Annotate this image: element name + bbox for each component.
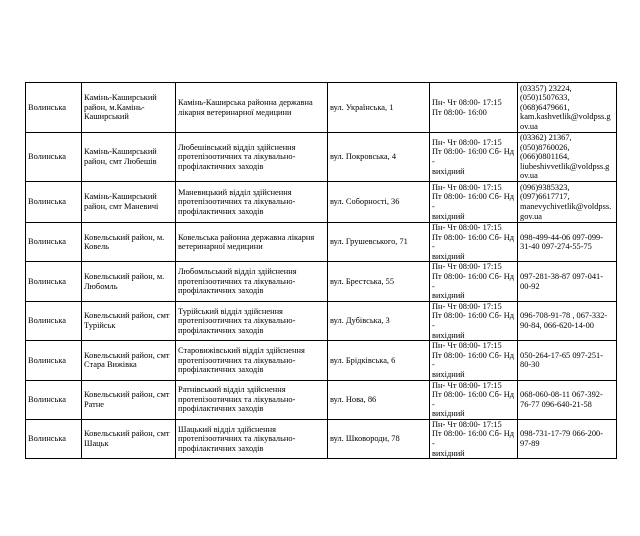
contact-line: (03362) 21367, [520, 133, 572, 143]
address-cell: вул. Нова, 86 [328, 380, 430, 419]
address-cell: вул. Українська, 1 [328, 83, 430, 133]
contact-line: gov.ua [520, 211, 543, 221]
table-row [26, 380, 617, 419]
institution-cell: Ковельська районна державна лікарня ветеринарної медицини [176, 223, 328, 262]
contact-line: 096-708-91-78 , 067-332- [520, 311, 608, 321]
table-row [26, 223, 617, 262]
region-cell: Волинська [26, 83, 82, 133]
contact-line: 76-77 096-640-21-58 [520, 399, 592, 409]
district-cell: Камінь-Каширський район, смт Маневичі [82, 182, 176, 223]
address-cell: вул. Грушевського, 71 [328, 223, 430, 262]
hours-line: Пн- Чт 08:00- 17:15 [432, 380, 502, 390]
hours-line: Пн- Чт 08:00- 17:15 [432, 223, 502, 232]
address-cell: вул. Брестська, 55 [328, 262, 430, 301]
contacts-cell [518, 133, 617, 182]
hours-line: Пн- Чт 08:00- 17:15 [432, 419, 502, 429]
institution-cell: Шацький відділ здійснення протепізоотичних та лікувально-профілактичних заходів [176, 419, 328, 458]
hours-line: Пт 08:00- 16:00 Сб- Нд - [432, 429, 515, 449]
contact-line: manevychivetlik@voldpss. [520, 202, 612, 211]
hours-line: Пт 08:00- 16:00 Сб- Нд - [432, 192, 515, 211]
hours-line: вихідний [432, 166, 465, 176]
hours-line: вихідний [432, 330, 465, 340]
hours-cell [430, 262, 518, 301]
hours-cell [430, 341, 518, 380]
hours-line: Пт 08:00- 16:00 Сб- Нд - [432, 232, 515, 252]
contact-line: liubeshivvetlik@voldpss.g [520, 161, 610, 171]
contacts-cell [518, 301, 617, 340]
contacts-cell [518, 341, 617, 380]
hours-line: Пн- Чт 08:00- 17:15 [432, 341, 502, 351]
contact-line: 80-30 [520, 360, 540, 370]
table-row [26, 301, 617, 340]
address-cell: вул. Соборності, 36 [328, 182, 430, 223]
hours-line: вихідний [432, 211, 465, 221]
district-cell: Ковельський район, смт Стара Вижівка [82, 341, 176, 380]
hours-line: Пн- Чт 08:00- 17:15 [432, 182, 502, 192]
region-cell: Волинська [26, 301, 82, 340]
address-cell: вул. Дубівська, 3 [328, 301, 430, 340]
contact-line: 90-84, 066-620-14-00 [520, 320, 594, 330]
hours-cell [430, 419, 518, 458]
hours-line: вихідний [432, 251, 465, 261]
hours-line: Пт 08:00- 16:00 Сб- Нд - [432, 390, 515, 409]
hours-cell [430, 223, 518, 262]
address-cell: вул. Шковороди, 78 [328, 419, 430, 458]
contact-line: 068-060-08-11 067-392- [520, 390, 603, 400]
contact-line: (050)1507633, [520, 93, 570, 103]
district-cell: Ковельський район, м. Ковель [82, 223, 176, 262]
contact-line: (068)6479661, [520, 102, 570, 112]
contact-line: 00-92 [520, 281, 540, 291]
institution-cell: Ратнівський відділ здійснення протепізоотичних та лікувально-профілактичних заходів [176, 380, 328, 419]
table-row [26, 262, 617, 301]
hours-line: Пн- Чт 08:00- 17:15 [432, 97, 502, 107]
institution-cell: Камінь-Каширська районна державна лікарня ветеринарної медицини [176, 83, 328, 133]
region-cell: Волинська [26, 223, 82, 262]
table-row [26, 341, 617, 380]
contact-line: (050)8760026, [520, 142, 570, 152]
district-cell: Камінь-Каширський район, м.Камінь-Каширський [82, 83, 176, 133]
region-cell: Волинська [26, 182, 82, 223]
contacts-cell [518, 262, 617, 301]
district-cell: Ковельський район, м. Любомль [82, 262, 176, 301]
hours-line: Пт 08:00- 16:00 Сб- Нд - [432, 311, 515, 330]
district-cell: Ковельський район, смт Турійськ [82, 301, 176, 340]
contact-line: (066)0801164, [520, 152, 570, 162]
hours-cell [430, 182, 518, 223]
contact-line: ov.ua [520, 171, 538, 181]
hours-line: вихідний [432, 369, 465, 379]
hours-line: Пн- Чт 08:00- 17:15 [432, 262, 502, 272]
hours-line: Пт 08:00- 16:00 [432, 107, 487, 117]
contact-line: 97-89 [520, 439, 540, 449]
contact-line: 097-281-38-87 097-041- [520, 271, 604, 281]
institution-cell: Старовижівський відділ здійснення протепізоотичних та лікувально-профілактичних заходів [176, 341, 328, 380]
region-cell: Волинська [26, 380, 82, 419]
contacts-cell [518, 380, 617, 419]
contacts-cell [518, 223, 617, 262]
table-row [26, 182, 617, 223]
table-body [26, 83, 617, 459]
district-cell: Камінь-Каширський район, смт Любешів [82, 133, 176, 182]
institution-cell: Маневицький відділ здійснення протепізоотичних та лікувально-профілактичних заходів [176, 182, 328, 223]
contact-line: (03357) 23224, [520, 83, 572, 93]
hours-line: Пн- Чт 08:00- 17:15 [432, 301, 502, 311]
region-cell: Волинська [26, 341, 82, 380]
hours-line: вихідний [432, 291, 465, 301]
table-row [26, 133, 617, 182]
contact-line: (096)9385323, [520, 182, 570, 192]
contact-line: 050-264-17-65 097-251- [520, 350, 604, 360]
institution-cell: Любешівський відділ здійснення протепізоотичних та лікувально-профілактичних заходів [176, 133, 328, 182]
region-cell: Волинська [26, 133, 82, 182]
veterinary-institutions-table [25, 82, 617, 459]
contacts-cell [518, 83, 617, 133]
hours-cell [430, 380, 518, 419]
contact-line: ov.ua [520, 121, 538, 131]
address-cell: вул. Брідківська, 6 [328, 341, 430, 380]
contacts-cell [518, 419, 617, 458]
contact-line: kam.kashvetlik@voldpss.g [520, 112, 611, 122]
table-row [26, 83, 617, 133]
district-cell: Ковельський район, смт Ратне [82, 380, 176, 419]
institution-cell: Любомльський відділ здійснення протепізоотичних та лікувально-профілактичних заходів [176, 262, 328, 301]
hours-line: Пт 08:00- 16:00 Сб- Нд - [432, 271, 515, 291]
contacts-cell [518, 182, 617, 223]
region-cell: Волинська [26, 419, 82, 458]
table-row [26, 419, 617, 458]
hours-line: вихідний [432, 448, 465, 458]
hours-cell [430, 301, 518, 340]
contact-line: 098-731-17-79 066-200- [520, 429, 604, 439]
contact-line: 31-40 097-274-55-75 [520, 242, 592, 252]
hours-line: Пт 08:00- 16:00 Сб- Нд - [432, 350, 515, 370]
hours-line: Пн- Чт 08:00- 17:15 [432, 137, 502, 147]
contact-line: (097)6617717, [520, 192, 570, 202]
hours-line: вихідний [432, 409, 465, 419]
hours-cell [430, 83, 518, 133]
hours-line: Пт 08:00- 16:00 Сб- Нд - [432, 147, 515, 166]
district-cell: Ковельський район, смт Шацьк [82, 419, 176, 458]
contact-line: 098-499-44-06 097-099- [520, 232, 604, 242]
institution-cell: Турійський відділ здійснення протепізоотичних та лікувально-профілактичних заходів [176, 301, 328, 340]
hours-cell [430, 133, 518, 182]
address-cell: вул. Покровська, 4 [328, 133, 430, 182]
region-cell: Волинська [26, 262, 82, 301]
